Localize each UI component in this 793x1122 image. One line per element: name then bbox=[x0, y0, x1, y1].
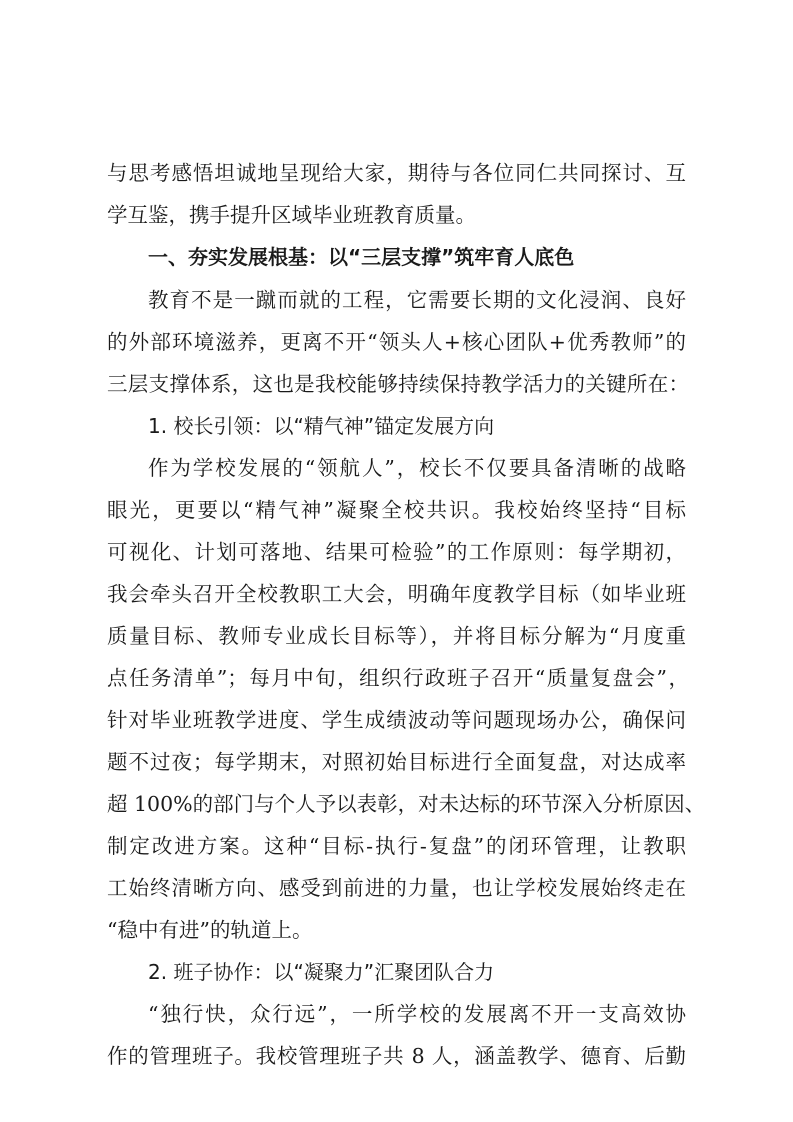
text-line: 针对毕业班教学进度、学生成绩波动等问题现场办公，确保问 bbox=[107, 708, 686, 732]
text-line: 与思考感悟坦诚地呈现给大家，期待与各位同仁共同探讨、互 bbox=[107, 161, 686, 185]
text-line: 工始终清晰方向、感受到前进的力量，也让学校发展始终走在 bbox=[107, 876, 686, 900]
text-line: “稳中有进”的轨道上。 bbox=[107, 918, 313, 942]
text-line: “独行快，众行远”，一所学校的发展离不开一支高效协 bbox=[148, 1002, 686, 1026]
text-line: 眼光，更要以“精气神”凝聚全校共识。我校始终坚持“目标 bbox=[107, 498, 686, 522]
subsection-heading: 2. 班子协作：以“凝聚力”汇聚团队合力 bbox=[148, 960, 495, 984]
text-line: 我会牵头召开全校教职工大会，明确年度教学目标（如毕业班 bbox=[107, 582, 686, 606]
text-line: 题不过夜；每学期末，对照初始目标进行全面复盘，对达成率 bbox=[107, 750, 686, 774]
text-line: 点任务清单”；每月中旬，组织行政班子召开“质量复盘会”， bbox=[107, 666, 689, 690]
text-line: 作为学校发展的“领航人”，校长不仅要具备清晰的战略 bbox=[148, 456, 686, 480]
subsection-heading: 1. 校长引领：以“精气神”锚定发展方向 bbox=[148, 414, 495, 438]
text-line: 学互鉴，携手提升区域毕业班教育质量。 bbox=[107, 203, 476, 227]
text-line: 可视化、计划可落地、结果可检验”的工作原则：每学期初， bbox=[107, 540, 686, 564]
text-line: 的外部环境滋养，更离不开“领头人+核心团队+优秀教师”的 bbox=[107, 330, 686, 354]
section-heading: 一、夯实发展根基：以“三层支撑”筑牢育人底色 bbox=[148, 245, 575, 269]
text-line: 三层支撑体系，这也是我校能够持续保持教学活力的关键所在： bbox=[107, 372, 689, 396]
text-line: 超 100%的部门与个人予以表彰，对未达标的环节深入分析原因、 bbox=[107, 792, 706, 816]
text-line: 质量目标、教师专业成长目标等），并将目标分解为“月度重 bbox=[107, 624, 686, 648]
text-line: 作的管理班子。我校管理班子共 8 人，涵盖教学、德育、后勤 bbox=[107, 1044, 686, 1068]
text-line: 制定改进方案。这种“目标-执行-复盘”的闭环管理，让教职 bbox=[107, 834, 686, 858]
text-line: 教育不是一蹴而就的工程，它需要长期的文化浸润、良好 bbox=[148, 288, 686, 312]
